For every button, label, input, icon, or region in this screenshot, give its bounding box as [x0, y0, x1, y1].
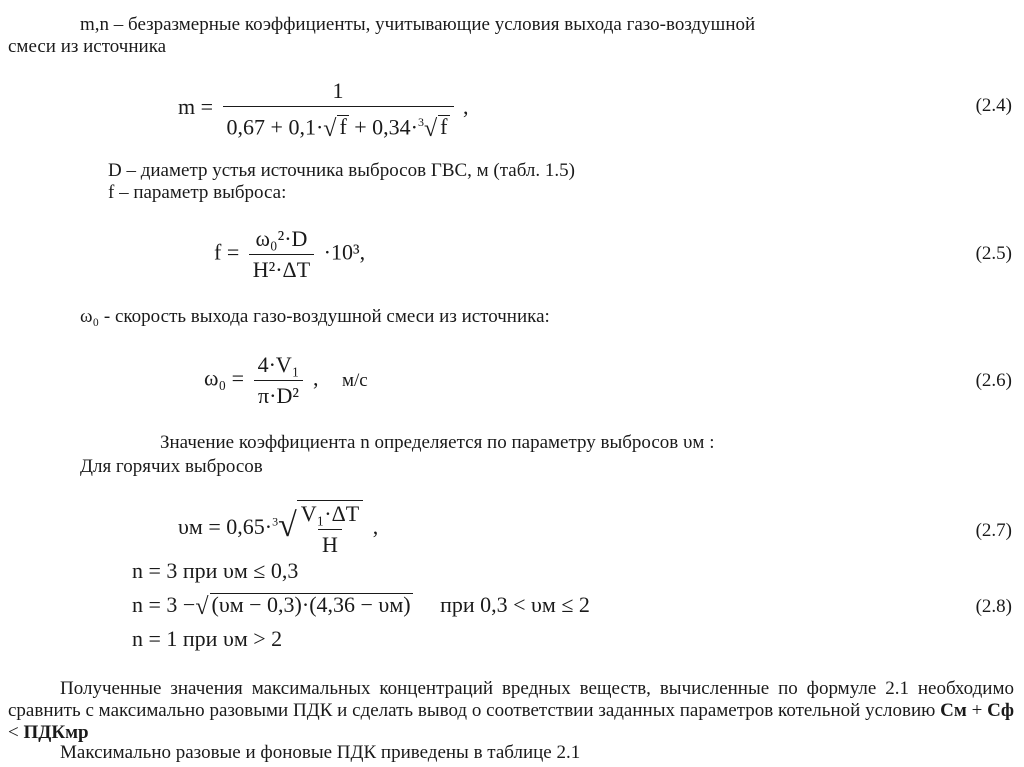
eq26-numerator: 4·V₁ [257, 352, 300, 377]
eq24-den-b: + 0,34· [348, 114, 418, 140]
eq24-cube-index: 3 [418, 115, 424, 129]
text-mn-definition-line1: m,n – безразмерные коэффициенты, учитывающие условия выхода газо-воздушной [80, 14, 756, 35]
text-n-coefficient: Значение коэффициента n определяется по параметру выбросов υм : [160, 432, 715, 453]
eq26-lhs: ω₀ = [204, 365, 245, 391]
eq26-tail: , [312, 365, 319, 391]
equation-2-4 [178, 78, 469, 143]
para3-text: Полученные значения максимальных концентраций вредных веществ, вычисленные по формуле 2.1 необходимо сравнить с максимально разовыми ПДК и сделать вывод о соответствии заданных параметров котельной условию [8, 678, 1014, 721]
eq25-denominator: H²·ΔT [249, 254, 314, 283]
text-d-definition: D – диаметр устья источника выбросов ГВС, м (табл. 1.5) [108, 160, 575, 181]
eq27-cube-index: 3 [272, 514, 279, 529]
eq27-fraction [297, 500, 363, 558]
para3-pdk: ПДКмр [23, 722, 89, 743]
eq27-numerator: V₁·ΔT [300, 501, 360, 526]
equation-2-6 [204, 352, 368, 409]
equation-2-7 [178, 500, 378, 558]
eq26-unit: м/с [341, 369, 368, 391]
text-omega-definition: ω₀ - скорость выхода газо-воздушной смеси из источника: [80, 306, 550, 327]
para3-cf: Сф [987, 700, 1015, 721]
eq24-number: (2.4) [975, 95, 1012, 116]
cond2-b: при 0,3 < υм ≤ 2 [440, 592, 590, 617]
condition-n-formula [132, 592, 590, 618]
eq26-denominator: π·D² [254, 380, 303, 409]
cbrt-symbol: √ [424, 116, 438, 143]
eq25-lhs: f = [214, 239, 240, 265]
eq24-den-a: 0,67 + 0,1· [226, 114, 324, 140]
eq24-fraction [223, 78, 454, 143]
eq24-sqrt1: f [339, 114, 347, 140]
eq27-number: (2.7) [975, 520, 1012, 541]
condition-n-3: n = 3 при υм ≤ 0,3 [132, 558, 299, 583]
para3-lt: < [8, 722, 24, 743]
text-conclusion-paragraph [8, 678, 1014, 744]
cond2-a: n = 3 − [132, 592, 196, 617]
text-hot-emissions: Для горячих выбросов [80, 456, 263, 477]
eq24-sqrt2: f [440, 114, 448, 140]
eq25-tail: ·10³, [323, 239, 366, 265]
eq26-number: (2.6) [975, 370, 1012, 391]
eq28-number: (2.8) [975, 596, 1012, 617]
eq26-fraction [254, 352, 304, 409]
eq25-number: (2.5) [975, 243, 1012, 264]
eq24-denominator [223, 106, 454, 143]
eq25-numerator: ω₀²·D [255, 226, 308, 251]
eq24-numerator: 1 [332, 78, 344, 103]
sqrt-symbol: √ [323, 116, 337, 143]
eq27-lhs: υм = 0,65· [178, 514, 273, 540]
cond2-sqrt: (υм − 0,3)·(4,36 − υм) [211, 592, 411, 617]
eq27-tail: , [372, 514, 379, 540]
eq24-tail: , [463, 94, 469, 120]
text-pdk-table-reference: Максимально разовые и фоновые ПДК приведены в таблице 2.1 [60, 742, 581, 763]
condition-n-1: n = 1 при υм > 2 [132, 626, 283, 651]
eq27-denominator: H [318, 529, 342, 558]
cbrt-symbol: √ [278, 507, 297, 545]
eq25-fraction [249, 226, 314, 283]
para3-cm: См [940, 700, 967, 721]
equation-2-5 [214, 226, 365, 283]
eq24-lhs: m = [178, 94, 214, 120]
text-mn-definition-line2: смеси из источника [8, 36, 167, 57]
sqrt-symbol: √ [195, 594, 209, 620]
text-f-definition: f – параметр выброса: [108, 182, 287, 203]
para3-plus: + [966, 700, 988, 721]
